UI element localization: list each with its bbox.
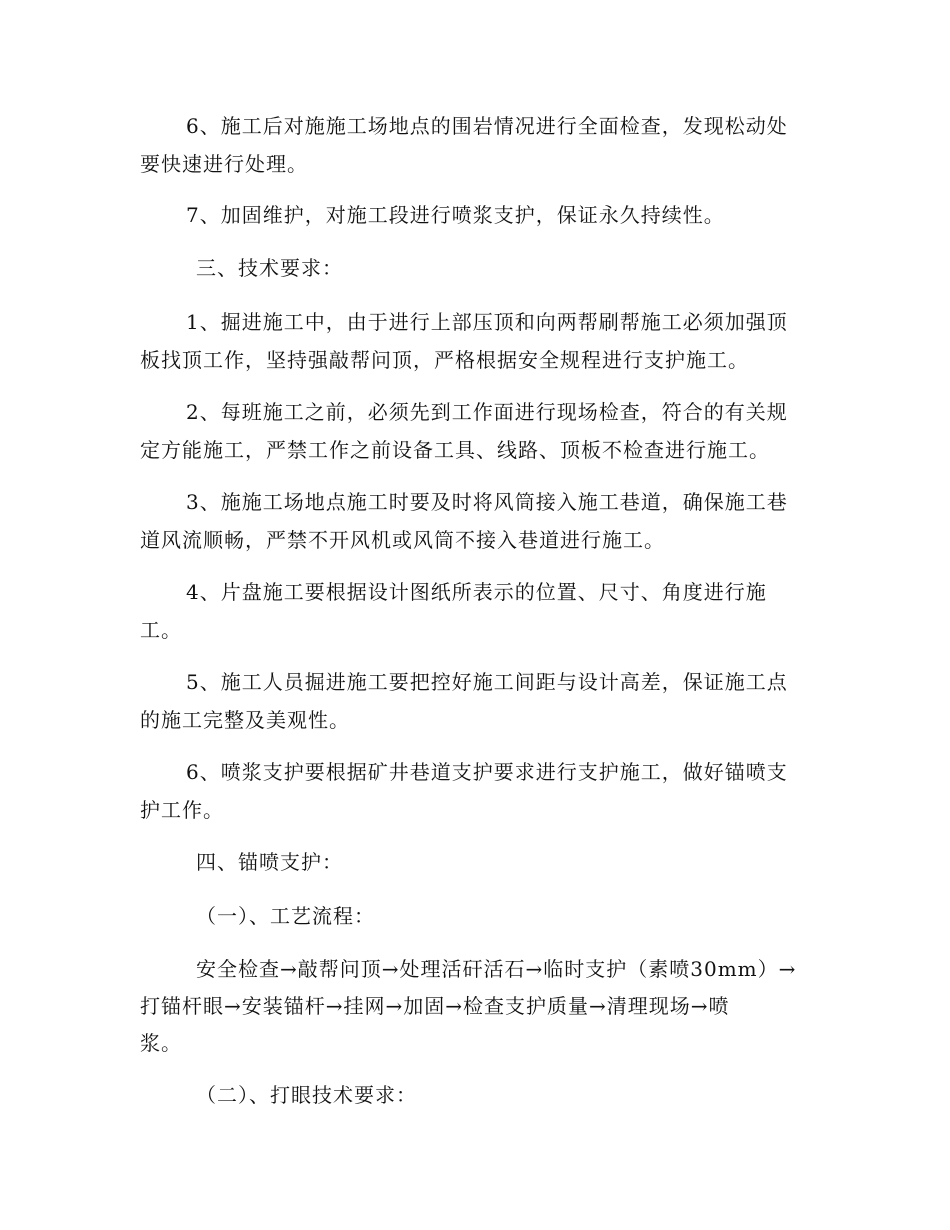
text-line: 2、每班施工之前，必须先到工作面进行现场检查，符合的有关规 (186, 400, 788, 424)
text-line: 要快速进行处理。 (140, 152, 308, 176)
subsection-heading: （一）、工艺流程： (196, 904, 375, 928)
text-line: 3、施施工场地点施工时要及时将风筒接入施工巷道，确保施工巷 (186, 490, 788, 514)
text-line: 浆。 (140, 1031, 182, 1055)
text-line: 的施工完整及美观性。 (140, 708, 350, 732)
text-line: 4、片盘施工要根据设计图纸所表示的位置、尺寸、角度进行施 (186, 580, 767, 604)
text-line: 1、掘进施工中，由于进行上部压顶和向两帮刷帮施工必须加强顶 (186, 310, 788, 334)
text-line: 5、施工人员掘进施工要把控好施工间距与设计高差，保证施工点 (186, 670, 788, 694)
text-line: 6、喷浆支护要根据矿井巷道支护要求进行支护施工，做好锚喷支 (186, 760, 788, 784)
text-line: 板找顶工作，坚持强敲帮问顶，严格根据安全规程进行支护施工。 (140, 348, 749, 372)
text-line: 7、加固维护，对施工段进行喷浆支护，保证永久持续性。 (186, 203, 725, 227)
text-line: 打锚杆眼→安装锚杆→挂网→加固→检查支护质量→清理现场→喷 (140, 994, 730, 1018)
text-line: 定方能施工，严禁工作之前设备工具、线路、顶板不检查进行施工。 (140, 438, 770, 462)
subsection-heading: （二）、打眼技术要求： (196, 1083, 417, 1107)
section-heading: 四、锚喷支护： (196, 850, 343, 874)
text-line: 工。 (140, 618, 182, 642)
section-heading: 三、技术要求： (196, 256, 343, 280)
text-line: 6、施工后对施施工场地点的围岩情况进行全面检查，发现松动处 (186, 114, 788, 138)
text-line: 道风流顺畅，严禁不开风机或风筒不接入巷道进行施工。 (140, 528, 665, 552)
text-line: 护工作。 (140, 798, 224, 822)
text-line: 安全检查→敲帮问顶→处理活矸活石→临时支护（素喷30mm）→ (196, 957, 797, 981)
